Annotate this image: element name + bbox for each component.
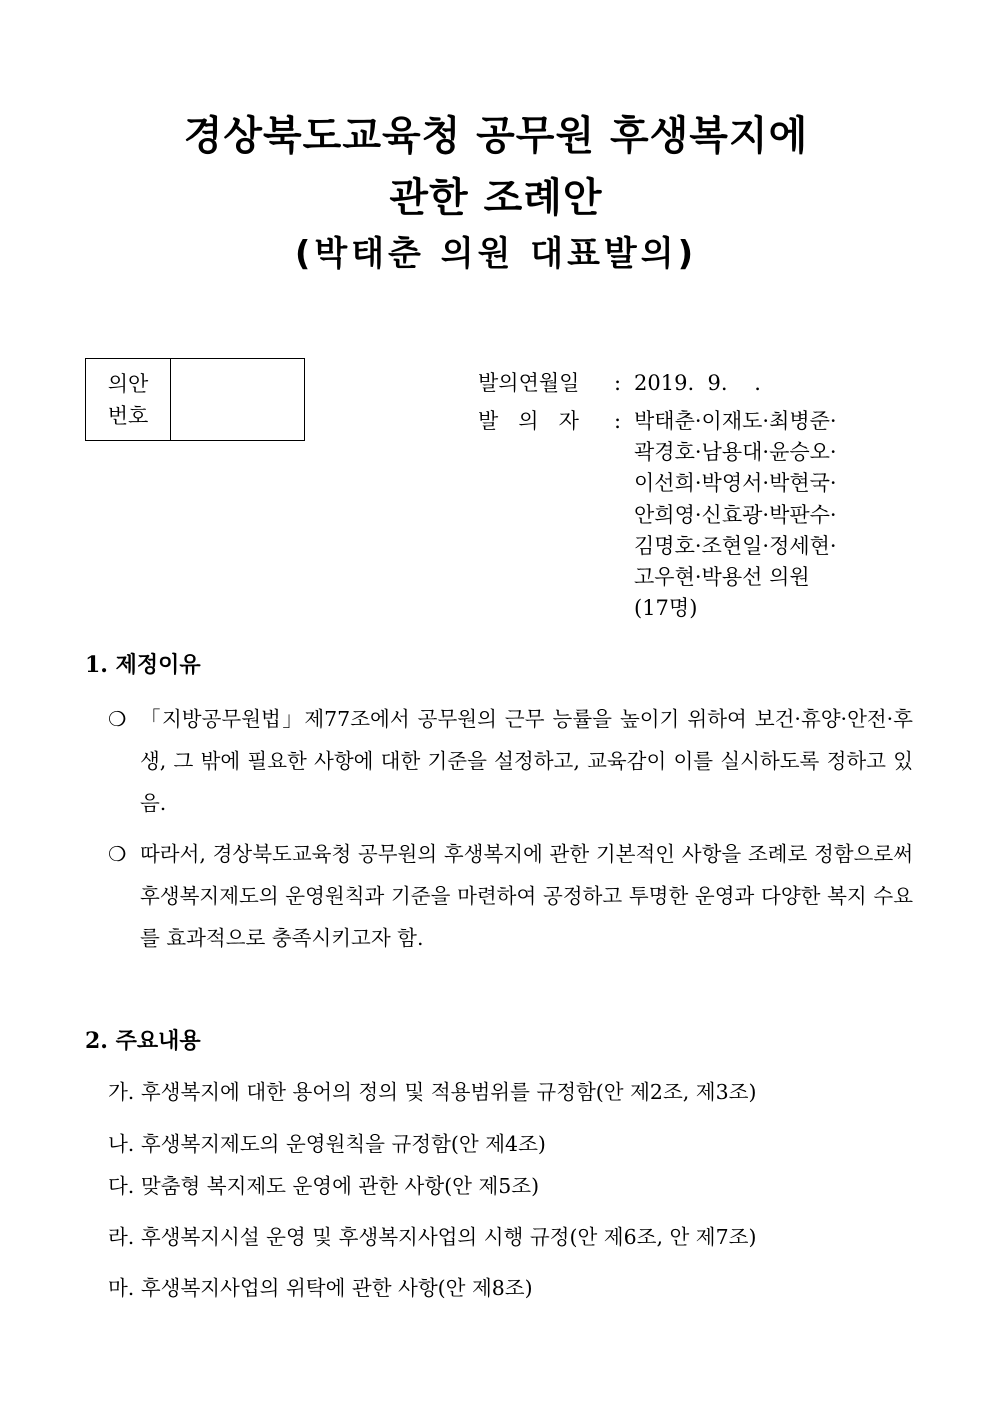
section-heading-reason: 1. 제정이유 xyxy=(85,652,201,678)
proposers-line: 김명호·조현일·정세현· xyxy=(634,533,837,558)
document-title-line-1: 경상북도교육청 공무원 후생복지에 xyxy=(183,113,809,159)
main-content-item: 라. 후생복지시설 운영 및 후생복지사업의 시행 규정(안 제6조, 안 제7조) xyxy=(108,1225,757,1249)
bill-number-label-line-2: 번호 xyxy=(107,403,149,428)
reason-paragraph-text: 「지방공무원법」제77조에서 공무원의 근무 능률을 높이기 위하여 보건·휴양·안전·후생, 그 밖에 필요한 사항에 대한 기준을 설정하고, 교육감이 이를 실시하도록 정하고 있음. xyxy=(140,707,913,815)
proposers-list xyxy=(634,406,837,624)
circle-bullet-icon: ❍ xyxy=(108,707,127,731)
proposal-date-colon: : xyxy=(614,371,622,395)
proposers-count: (17명) xyxy=(634,596,698,621)
proposers-line: 이선희·박영서·박현국· xyxy=(634,471,837,496)
main-content-item: 나. 후생복지제도의 운영원칙을 규정함(안 제4조) xyxy=(108,1132,546,1156)
bill-number-value xyxy=(171,359,304,440)
document-title-line-2: 관한 조례안 xyxy=(389,175,603,221)
main-content-item: 가. 후생복지에 대한 용어의 정의 및 적용범위를 규정함(안 제2조, 제3조) xyxy=(108,1080,757,1104)
proposers-line: 박태춘·이재도·최병준· xyxy=(634,409,837,433)
proposers-line: 곽경호·남용대·윤승오· xyxy=(634,440,837,465)
proposal-date-value: 2019. 9. . xyxy=(634,371,761,395)
main-content-item: 마. 후생복지사업의 위탁에 관한 사항(안 제8조) xyxy=(108,1276,533,1300)
main-content-item: 다. 맞춤형 복지제도 운영에 관한 사항(안 제5조) xyxy=(108,1174,540,1198)
section-heading-main-content: 2. 주요내용 xyxy=(85,1028,201,1054)
proposers-colon: : xyxy=(614,409,622,433)
reason-paragraph xyxy=(108,833,913,959)
bill-number-label-line-1: 의안 xyxy=(107,371,149,396)
reason-paragraph-text: 따라서, 경상북도교육청 공무원의 후생복지에 관한 기본적인 사항을 조례로 정함으로써 후생복지제도의 운영원칙과 기준을 마련하여 공정하고 투명한 운영과 다양한 복지 수요를 효과적으로 충족시키고자 함. xyxy=(140,842,913,950)
reason-paragraph xyxy=(108,698,913,824)
circle-bullet-icon: ❍ xyxy=(108,842,127,866)
proposers-line: 고우현·박용선 의원 xyxy=(634,565,810,590)
document-subtitle: (박태춘 의원 대표발의) xyxy=(294,234,698,274)
bill-number-box xyxy=(85,358,305,441)
proposal-date-label: 발의연월일 xyxy=(478,371,580,395)
proposers-label: 발의자 xyxy=(478,409,599,433)
proposers-line: 안희영·신효광·박판수· xyxy=(634,502,837,527)
bill-number-label xyxy=(86,359,171,440)
